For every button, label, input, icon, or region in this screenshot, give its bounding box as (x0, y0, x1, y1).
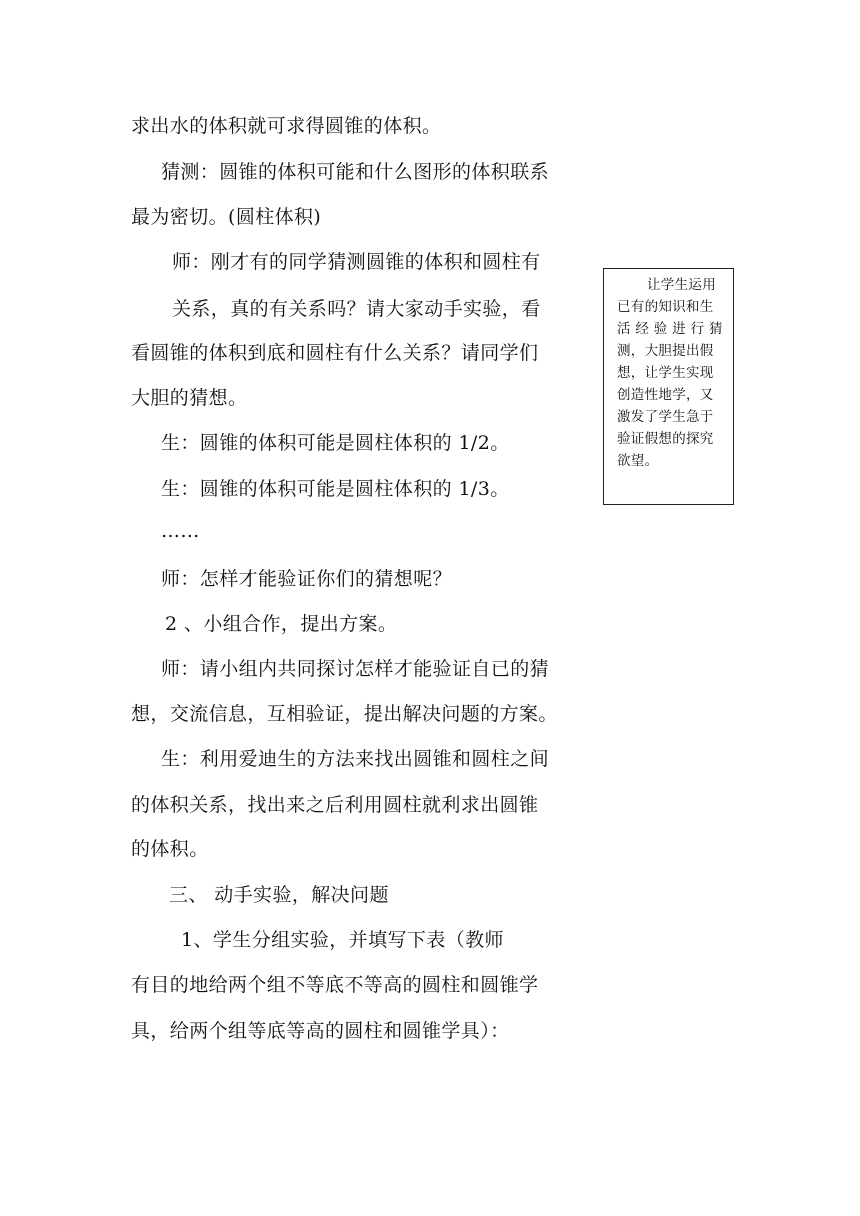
body-line-13: 师：请小组内共同探讨怎样才能验证自已的猜 (161, 658, 550, 680)
body-line-19: 1、学生分组实验，并填写下表（教师 (181, 929, 504, 951)
body-line-ellipsis: …… (161, 520, 200, 542)
body-line-1: 求出水的体积就可求得圆锥的体积。 (131, 115, 442, 137)
body-line-16: 的体积关系，找出来之后利用圆柱就利求出圆锥 (131, 794, 539, 816)
body-line-14: 想，交流信息，互相验证，提出解决问题的方案。 (131, 703, 558, 725)
body-line-20: 有目的地给两个组不等底不等高的圆柱和圆锥学 (131, 974, 539, 996)
body-line-17: 的体积。 (131, 838, 209, 860)
side-note-line-9: 欲望。 (617, 453, 659, 469)
body-line-5: 关系，真的有关系吗？请大家动手实验，看 (172, 298, 541, 320)
body-line-9: 生：圆锥的体积可能是圆柱体积的 1/3。 (161, 478, 510, 500)
side-note-line-8: 验证假想的探究 (617, 431, 714, 447)
side-note-line-1: 让学生运用 (647, 277, 716, 293)
body-line-2: 猜测：圆锥的体积可能和什么图形的体积联系 (161, 161, 550, 183)
side-note-box (603, 268, 734, 505)
body-line-3: 最为密切。(圆柱体积) (131, 206, 322, 228)
body-line-15: 生：利用爱迪生的方法来找出圆锥和圆柱之间 (161, 748, 550, 770)
body-line-8: 生：圆锥的体积可能是圆柱体积的 1/2。 (161, 432, 510, 454)
side-note-line-5: 想，让学生实现 (617, 365, 714, 381)
body-line-4: 师：刚才有的同学猜测圆锥的体积和圆柱有 (172, 251, 541, 273)
section-heading-2: 2 、小组合作，提出方案。 (165, 613, 398, 635)
side-note-line-7: 激发了学生急于 (617, 409, 714, 425)
body-line-6: 看圆锥的体积到底和圆柱有什么关系？请同学们 (131, 342, 539, 364)
section-heading-3: 三、 动手实验，解决问题 (169, 884, 389, 906)
body-line-21: 具，给两个组等底等高的圆柱和圆锥学具）： (131, 1020, 510, 1042)
side-note-line-4: 测，大胆提出假 (617, 343, 714, 359)
side-note-line-2: 已有的知识和生 (617, 299, 714, 315)
side-note-line-3: 活 经 验 进 行 猜 (617, 321, 723, 337)
body-line-7: 大胆的猜想。 (131, 387, 248, 409)
side-note-line-6: 创造性地学，又 (617, 387, 714, 403)
body-line-11: 师：怎样才能验证你们的猜想呢？ (161, 568, 453, 590)
